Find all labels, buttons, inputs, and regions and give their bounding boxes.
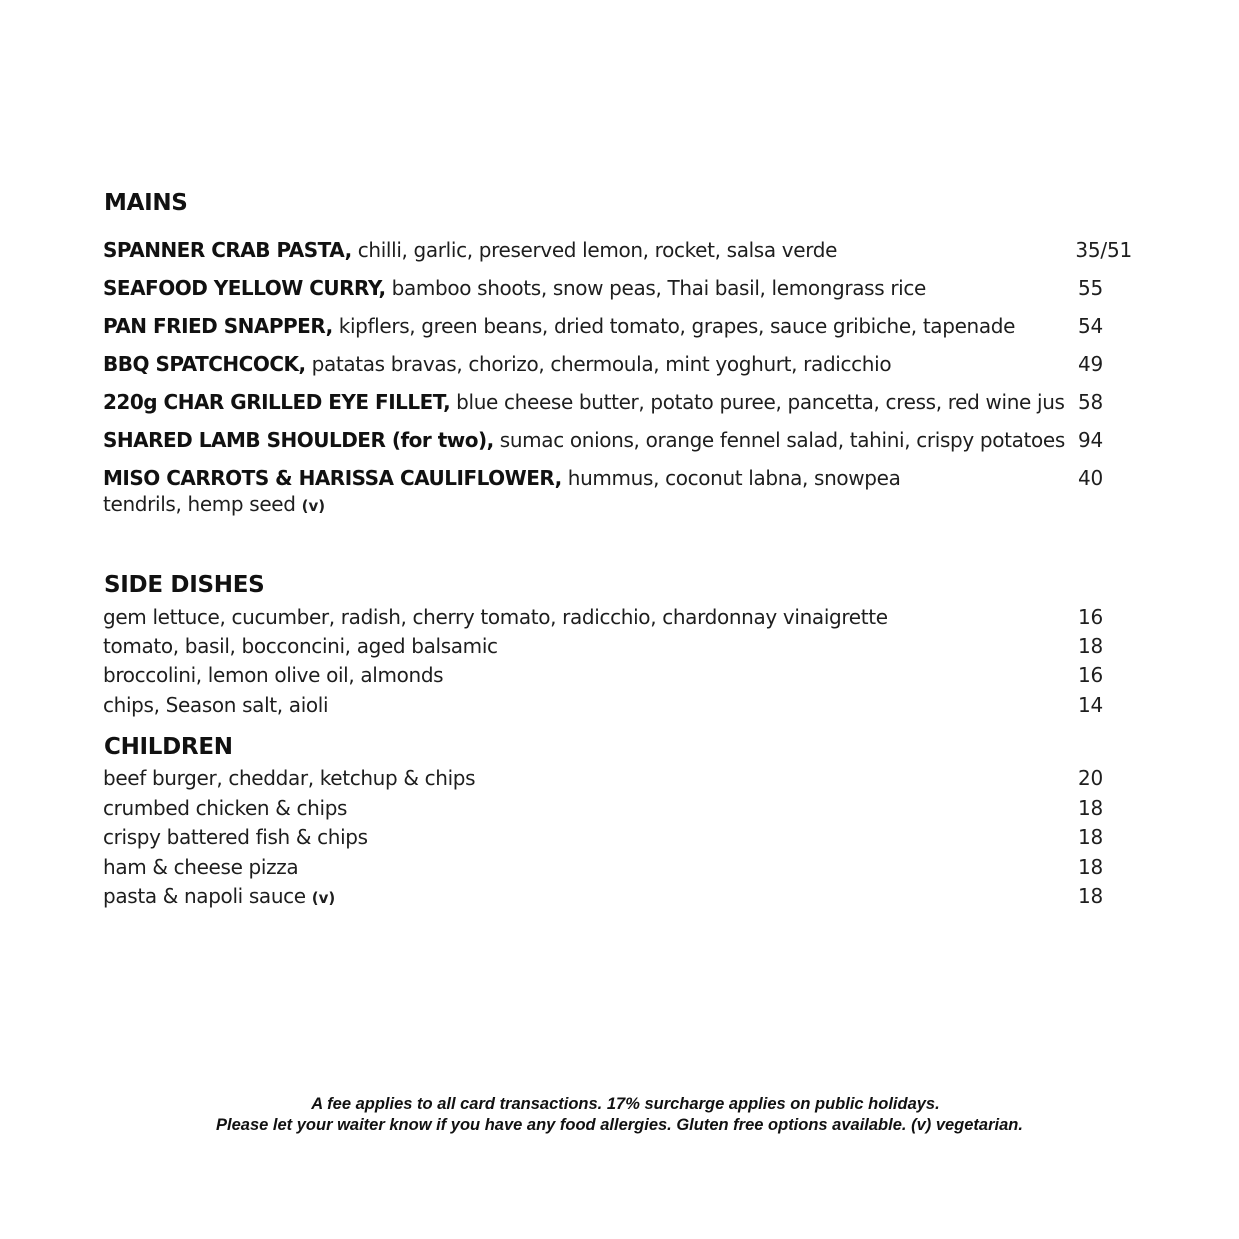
kids-description: crumbed chicken & chips bbox=[103, 796, 348, 820]
kids-price: 20 bbox=[1077, 766, 1103, 790]
kids-description: crispy battered fish & chips bbox=[103, 825, 368, 849]
dish-name: PAN FRIED SNAPPER, bbox=[103, 314, 333, 338]
dish-price: 94 bbox=[1077, 428, 1103, 452]
menu-item bbox=[103, 465, 1103, 519]
vegetarian-tag: (v) bbox=[301, 497, 326, 515]
kids-price: 18 bbox=[1077, 796, 1103, 820]
side-price: 16 bbox=[1077, 605, 1103, 629]
side-description: tomato, basil, bocconcini, aged balsamic bbox=[103, 634, 498, 658]
dish-description: bamboo shoots, snow peas, Thai basil, lemongrass rice bbox=[385, 276, 926, 300]
dish-name: SEAFOOD YELLOW CURRY, bbox=[103, 276, 386, 300]
side-description: broccolini, lemon olive oil, almonds bbox=[103, 663, 444, 687]
kids-price: 18 bbox=[1077, 884, 1103, 908]
dish-description: hummus, coconut labna, snowpea tendrils, hemp seed bbox=[103, 466, 901, 516]
section-title-side-dishes: SIDE DISHES bbox=[104, 572, 265, 598]
footer-line-fees: A fee applies to all card transactions. 17% surcharge applies on public holidays. bbox=[311, 1095, 940, 1113]
dish-description: patatas bravas, chorizo, chermoula, mint yoghurt, radicchio bbox=[305, 352, 892, 376]
dish-name: SPANNER CRAB PASTA, bbox=[103, 238, 352, 262]
side-price: 18 bbox=[1077, 634, 1103, 658]
dish-price: 35/51 bbox=[1075, 238, 1132, 262]
dish-description: kipflers, green beans, dried tomato, grapes, sauce gribiche, tapenade bbox=[332, 314, 1016, 338]
kids-price: 18 bbox=[1077, 825, 1103, 849]
dish-price: 58 bbox=[1077, 390, 1103, 414]
dish-price: 54 bbox=[1077, 314, 1103, 338]
footer-notes bbox=[0, 1094, 1239, 1136]
dish-name: BBQ SPATCHCOCK, bbox=[103, 352, 306, 376]
dish-price: 40 bbox=[1077, 466, 1103, 490]
dish-name: MISO CARROTS & HARISSA CAULIFLOWER, bbox=[103, 466, 562, 490]
dish-description: chilli, garlic, preserved lemon, rocket, salsa verde bbox=[351, 238, 838, 262]
dish-description: sumac onions, orange fennel salad, tahini, crispy potatoes bbox=[493, 428, 1065, 452]
kids-price: 18 bbox=[1077, 855, 1103, 879]
dish-price: 55 bbox=[1077, 276, 1103, 300]
vegetarian-tag: (v) bbox=[311, 889, 336, 907]
dish-description: blue cheese butter, potato puree, pancetta, cress, red wine jus bbox=[450, 390, 1065, 414]
kids-description: ham & cheese pizza bbox=[103, 855, 299, 879]
dish-name: SHARED LAMB SHOULDER (for two), bbox=[103, 428, 494, 452]
section-title-mains: MAINS bbox=[104, 190, 188, 216]
footer-line-allergies: Please let your waiter know if you have any food allergies. Gluten free options available. (v) vegetarian. bbox=[216, 1116, 1023, 1134]
section-title-children: CHILDREN bbox=[104, 734, 233, 760]
dish-name: 220g CHAR GRILLED EYE FILLET, bbox=[103, 390, 451, 414]
kids-description: beef burger, cheddar, ketchup & chips bbox=[103, 766, 476, 790]
side-price: 16 bbox=[1077, 663, 1103, 687]
side-description: gem lettuce, cucumber, radish, cherry tomato, radicchio, chardonnay vinaigrette bbox=[103, 605, 888, 629]
dish-price: 49 bbox=[1077, 352, 1103, 376]
kids-description: pasta & napoli sauce bbox=[103, 884, 312, 908]
side-price: 14 bbox=[1077, 693, 1103, 717]
side-description: chips, Season salt, aioli bbox=[103, 693, 329, 717]
